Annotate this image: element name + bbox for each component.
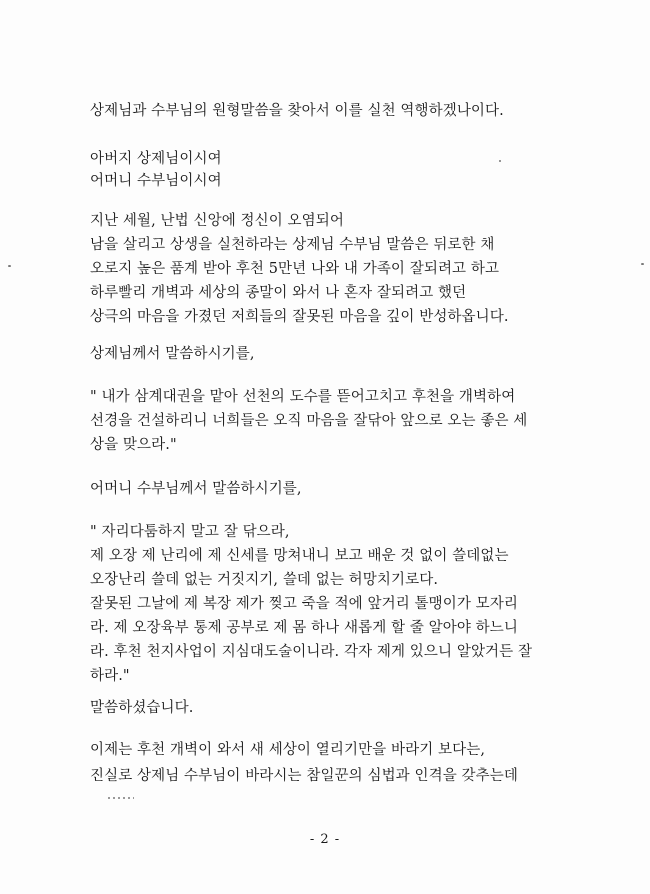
- text-line: 진실로 상제님 수부님이 바라시는 참일꾼의 심법과 인격을 갖추는데: [90, 768, 518, 784]
- text-line: 라. 제 오장육부 통제 공부로 제 몸 하나 새롭게 할 줄 알아야 하느니: [90, 620, 518, 636]
- text-line: 제 오장 제 난리에 제 신세를 망쳐내니 보고 배운 것 없이 쓸데없는: [90, 548, 509, 564]
- scan-speck: [8, 265, 11, 267]
- text-line: 이제는 후천 개벽이 와서 새 세상이 열리기만을 바라기 보다는,: [90, 742, 486, 758]
- text-line: 상제님께서 말씀하시기를,: [90, 346, 255, 362]
- text-line: 선경을 건설하리니 너희들은 오직 마음을 잘닦아 앞으로 오는 좋은 세: [90, 413, 528, 429]
- text-line: " 내가 삼계대권을 맡아 선천의 도수를 뜯어고치고 후천을 개벽하여: [90, 389, 516, 405]
- text-line: 하라.": [90, 668, 130, 684]
- text-line: 오로지 높은 품계 받아 후천 5만년 나와 내 가족이 잘되려고 하고: [90, 261, 500, 277]
- scan-speck: [641, 263, 644, 265]
- text-line: 상극의 마음을 가졌던 저희들의 잘못된 마음을 깊이 반성하옵니다.: [90, 309, 509, 325]
- text-line: 상을 맞으라.": [90, 437, 177, 453]
- text-line: " 자리다툼하지 말고 잘 닦으라,: [90, 524, 290, 540]
- text-line: 아버지 상제님이시여: [90, 151, 222, 167]
- text-line: 상제님과 수부님의 원형말씀을 찾아서 이를 실천 역행하겠나이다.: [90, 103, 504, 119]
- text-line: 지난 세월, 난법 신앙에 정신이 오염되어: [90, 213, 344, 229]
- text-line: 라. 후천 천지사업이 지심대도술이니라. 각자 제게 있으니 알았거든 잘: [90, 644, 533, 660]
- text-line: 하루빨리 개벽과 세상의 종말이 와서 나 혼자 잘되려고 했던: [90, 285, 467, 301]
- scan-smudge: [108, 797, 134, 799]
- text-line: 어머니 수부님이시여: [90, 173, 222, 189]
- scan-speck: [499, 160, 501, 162]
- text-line: 오장난리 쓸데 없는 거짓지기, 쓸데 없는 허망치기로다.: [90, 572, 439, 588]
- text-line: 어머니 수부님께서 말씀하시기를,: [90, 481, 302, 497]
- text-line: 말씀하셨습니다.: [90, 700, 194, 716]
- text-line: 남을 살리고 상생을 실천하라는 상제님 수부님 말씀은 뒤로한 채: [90, 237, 495, 253]
- page-number: - 2 -: [309, 832, 341, 847]
- text-line: 잘못된 그날에 제 복장 제가 찢고 죽을 적에 앞거리 톨맹이가 모자리: [90, 596, 518, 612]
